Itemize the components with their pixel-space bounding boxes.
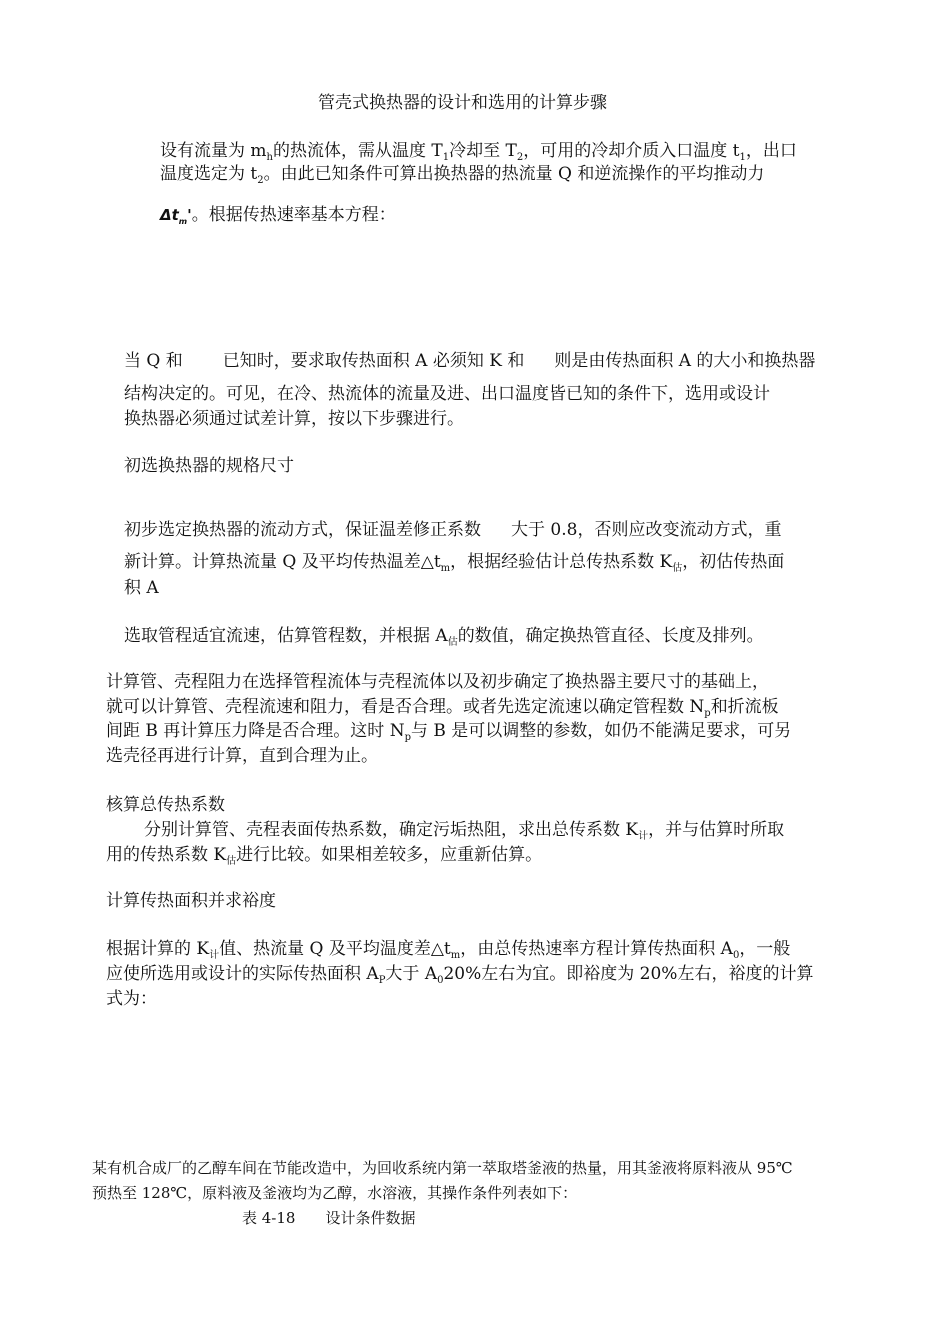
para3-line-2: 新计算。计算热流量 Q 及平均传热温差$\triangle t_m$，根据经验估计总传热系数 $K_估$，初估传热面 — [124, 552, 785, 574]
heading-initial-selection: 初选换热器的规格尺寸 — [124, 456, 294, 476]
para5-line-3: 间距 B 再计算压力降是否合理。这时 $N_p$与 B 是可以调整的参数，如仍不能满足要求，可另 — [106, 721, 792, 743]
heading-area-margin: 计算传热面积并求裕度 — [106, 891, 276, 911]
page-title: 管壳式换热器的设计和选用的计算步骤 — [318, 93, 607, 113]
para6-line-2: 用的传热系数 $K_估$进行比较。如果相差较多，应重新估算。 — [106, 845, 543, 867]
table-caption: 表 4-18 设计条件数据 — [242, 1209, 416, 1227]
heading-check-coefficient: 核算总传热系数 — [106, 795, 225, 815]
example-line-2: 预热至 128℃，原料液及釜液均为乙醇，水溶液，其操作条件列表如下： — [92, 1184, 578, 1202]
intro-line-1: 设有流量为 $m_h$的热流体，需从温度 $T_1$冷却至 $T_2$，可用的冷却介质入口温度 $t_1$，出口 — [160, 141, 797, 163]
paragraph-4: 选取管程适宜流速，估算管程数，并根据 $A_估$的数值，确定换热管直径、长度及排列。 — [124, 626, 764, 648]
para3-line-1: 初步选定换热器的流动方式，保证温差修正系数 大于 0.8，否则应改变流动方式，重 — [124, 520, 782, 540]
delta-tm-symbol: $\Delta t_m'$ — [160, 206, 192, 226]
para7-line-1: 根据计算的 $K_计$值、热流量 Q 及平均温度差$\triangle t_m$，由总传热速率方程计算传热面积 $A_0$，一般 — [106, 939, 791, 961]
intro-line-3: $\Delta t_m'$。根据传热速率基本方程： — [160, 205, 396, 226]
para2-line-1: 当 Q 和 已知时，要求取传热面积 A 必须知 K 和 则是由传热面积 A 的大小和换热器 — [124, 351, 816, 371]
para7-line-2: 应使所选用或设计的实际传热面积 $A_P$大于 $A_020\%$左右为宜。即裕度为 20%左右，裕度的计算 — [106, 964, 814, 986]
para2-line-2: 结构决定的。可见，在冷、热流体的流量及进、出口温度皆已知的条件下，选用或设计 — [124, 384, 770, 404]
para5-line-1: 计算管、壳程阻力在选择管程流体与壳程流体以及初步确定了换热器主要尺寸的基础上， — [106, 672, 769, 692]
para5-line-2: 就可以计算管、壳程流速和阻力，看是否合理。或者先选定流速以确定管程数 $N_p$和折流板 — [106, 697, 779, 719]
para5-line-4: 选壳径再进行计算，直到合理为止。 — [106, 746, 378, 766]
para2-line-3: 换热器必须通过试差计算，按以下步骤进行。 — [124, 409, 464, 429]
intro-line-2: 温度选定为 $t_2$。由此已知条件可算出换热器的热流量 Q 和逆流操作的平均推动力 — [160, 164, 765, 186]
example-line-1: 某有机合成厂的乙醇车间在节能改造中，为回收系统内第一萃取塔釜液的热量，用其釜液将原料液从 95℃ — [92, 1159, 793, 1177]
para6-line-1: 分别计算管、壳程表面传热系数，确定污垢热阻，求出总传系数 $K_计$，并与估算时所取 — [144, 820, 785, 842]
para3-line-3: 积 A — [124, 578, 159, 598]
para7-line-3: 式为： — [106, 989, 157, 1009]
